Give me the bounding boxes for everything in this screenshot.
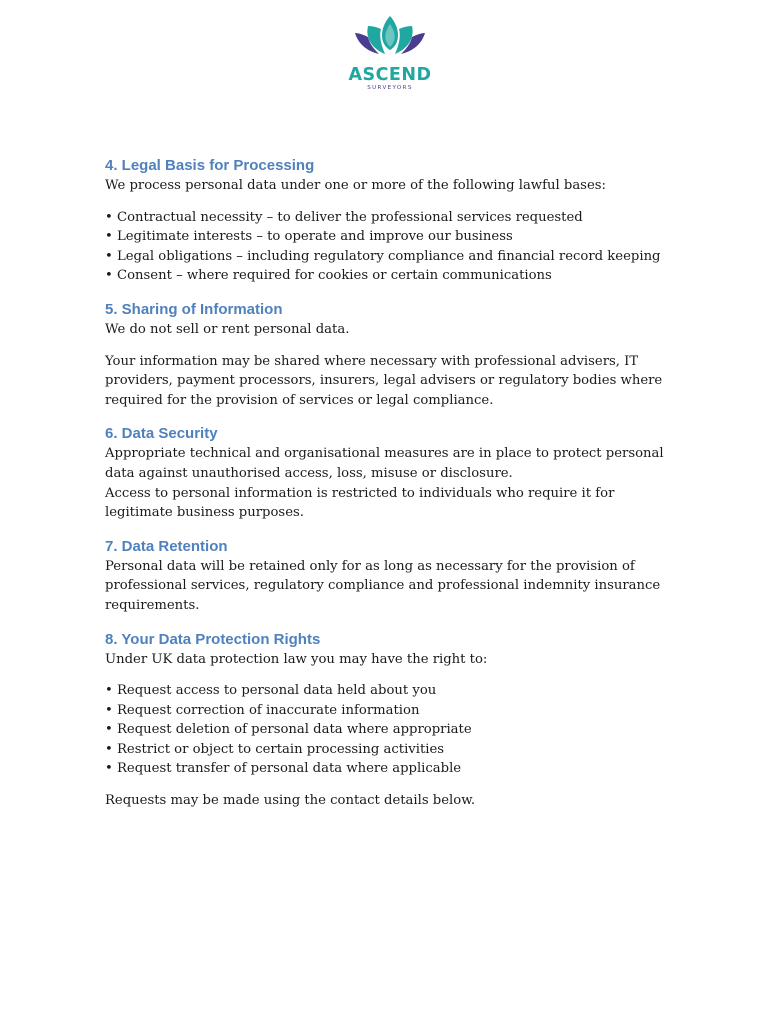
document-body [105,156,685,811]
list-item: • Legal obligations – including regulatory compliance and financial record keeping [105,247,685,267]
paragraph: Personal data will be retained only for as long as necessary for the provision of professional services, regulatory compliance and professional indemnity insurance requirements. [105,558,661,613]
list-item: • Consent – where required for cookies or certain communications [105,266,685,286]
section-intro: Under UK data protection law you may have the right to: [105,651,488,667]
section-data-retention [105,537,685,616]
list-item: • Request deletion of personal data where appropriate [105,720,685,740]
paragraph: Appropriate technical and organisational measures are in place to protect personal data against unauthorised access, loss, misuse or disclosure. [105,446,664,481]
bullet-list [105,681,685,779]
logo-wordmark: ASCEND [348,65,432,85]
paragraph: Access to personal information is restricted to individuals who require it for legitimate business purposes. [105,485,615,521]
section-heading: 5. Sharing of Information [105,300,283,318]
section-sharing [105,300,685,410]
list-item: • Request access to personal data held about you [105,681,685,701]
list-item: • Legitimate interests – to operate and improve our business [105,227,685,247]
paragraph: We do not sell or rent personal data. [105,321,350,337]
section-heading: 8. Your Data Protection Rights [105,630,321,648]
section-heading: 7. Data Retention [105,537,228,555]
list-item: • Request correction of inaccurate information [105,701,685,721]
section-heading: 6. Data Security [105,425,218,443]
logo-subtitle: SURVEYORS [367,85,413,91]
paragraph: Your information may be shared where necessary with professional advisers, IT providers, payment processors, insurers, legal advisers or regulatory bodies where required for the provision of services or legal compliance. [105,353,663,408]
section-heading: 4. Legal Basis for Processing [105,157,315,174]
section-data-protection-rights [105,630,685,811]
list-item: • Contractual necessity – to deliver the professional services requested [105,208,685,228]
list-item: • Request transfer of personal data where applicable [105,759,685,779]
section-intro: We process personal data under one or more of the following lawful bases: [105,178,606,193]
paragraph: Requests may be made using the contact details below. [105,793,476,809]
bullet-list [105,208,685,286]
section-legal-basis [105,156,685,286]
list-item: • Restrict or object to certain processing activities [105,740,685,760]
section-data-security [105,424,685,522]
ascend-surveyors-logo [335,12,445,90]
